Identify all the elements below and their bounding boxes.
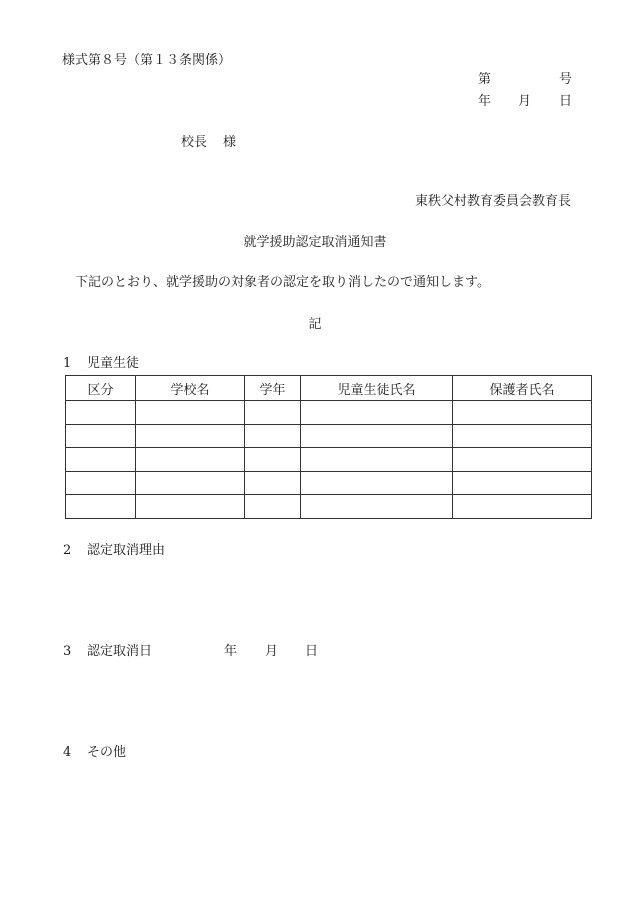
table-cell [245,448,301,472]
table-cell [301,495,453,519]
section-2-number: 2 [63,543,72,558]
table-cell [66,401,136,425]
table-cell [66,448,136,472]
section-2-label: 認定取消理由 [87,543,166,558]
table-cell [245,401,301,425]
header-guardian-name: 保護者氏名 [453,376,592,401]
revocation-year: 年 [224,644,238,659]
table-cell [136,495,245,519]
table-cell [301,471,453,495]
table-cell [453,495,592,519]
section-1-label: 児童生徒 [87,356,140,371]
ki-heading: 記 [308,317,322,332]
table-cell [66,424,136,448]
sender: 東秩父村教育委員会教育長 [414,194,571,209]
date-year: 年 [478,94,492,109]
header-student-name: 児童生徒氏名 [301,376,453,401]
table-cell [453,424,592,448]
table-cell [301,401,453,425]
number-go: 号 [559,72,573,87]
table-row [66,424,592,448]
document-title: 就学援助認定取消通知書 [243,235,387,250]
revocation-day: 日 [305,644,319,659]
table-cell [66,495,136,519]
table-cell [245,495,301,519]
table-cell [136,424,245,448]
table-row [66,495,592,519]
table-header-row [66,376,592,401]
addressee-name: 校長 [181,135,208,150]
section-3-label: 認定取消日 [87,644,153,659]
table-row [66,401,592,425]
body-text: 下記のとおり、就学援助の対象者の認定を取り消したので通知します。 [75,275,490,290]
section-1-number: 1 [63,356,72,371]
table-cell [301,424,453,448]
students-table [65,375,592,519]
header-kubun: 区分 [66,376,136,401]
section-3-number: 3 [63,644,72,659]
header-school-name: 学校名 [136,376,245,401]
table-cell [136,448,245,472]
form-reference: 様式第８号（第１３条関係） [62,53,232,68]
table-cell [453,448,592,472]
table-cell [136,471,245,495]
section-4-label: その他 [87,745,127,760]
table-cell [136,401,245,425]
header-grade: 学年 [245,376,301,401]
addressee-honorific: 様 [223,135,237,150]
table-cell [301,448,453,472]
table-cell [66,471,136,495]
table-row [66,448,592,472]
table-row [66,471,592,495]
table-cell [453,401,592,425]
number-dai: 第 [478,72,492,87]
section-4-number: 4 [63,745,72,760]
table-cell [245,424,301,448]
table-cell [245,471,301,495]
date-month: 月 [518,94,532,109]
revocation-month: 月 [265,644,279,659]
table-cell [453,471,592,495]
date-day: 日 [559,94,573,109]
